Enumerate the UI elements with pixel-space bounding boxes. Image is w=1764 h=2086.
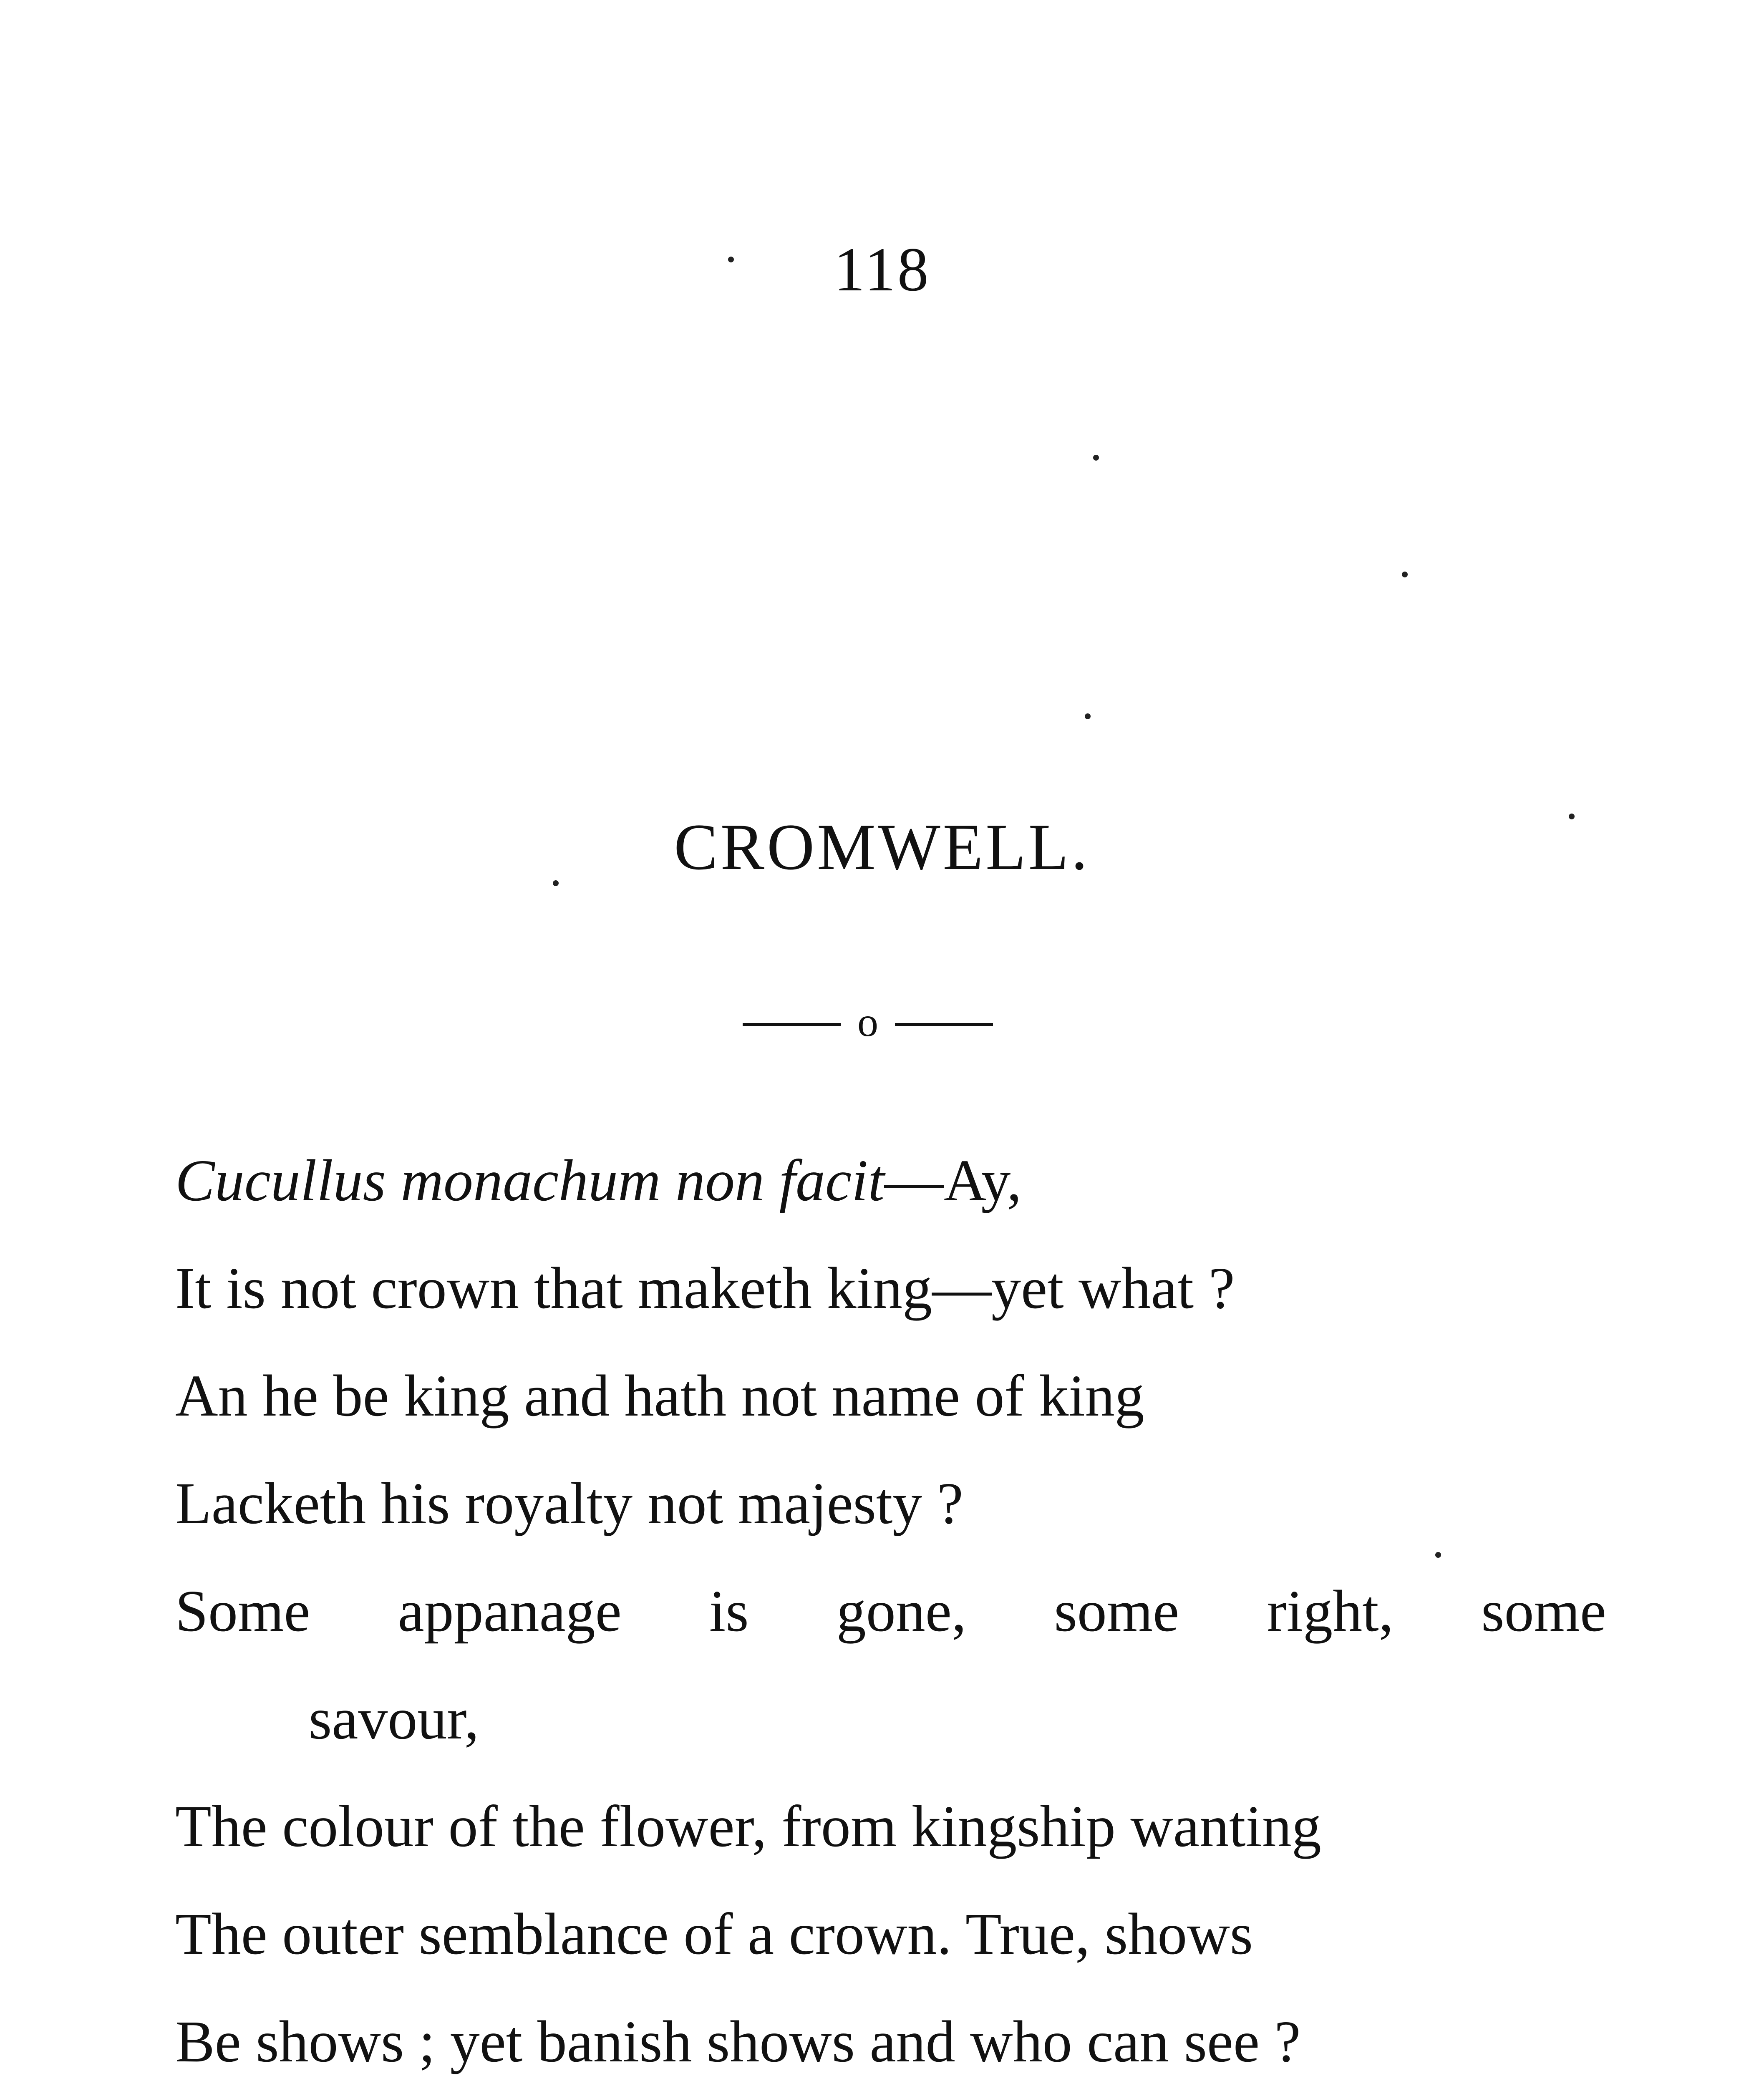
title-ornament <box>743 999 993 1045</box>
poem-line: Some appanage is gone, some right, some <box>175 1578 1606 1644</box>
speck-mark <box>728 257 734 262</box>
ornament-circle: o <box>857 999 878 1045</box>
stanza-1 <box>175 1126 1606 2086</box>
ornament-rule-left <box>743 1023 841 1026</box>
poem-line-continuation: savour, <box>309 1685 479 1751</box>
speck-mark <box>1085 713 1091 719</box>
ornament-rule-right <box>895 1023 993 1026</box>
poem-line-text: —Ay, <box>884 1147 1022 1213</box>
speck-mark <box>1435 1552 1441 1558</box>
speck-mark <box>1093 455 1099 461</box>
poem-title: CROMWELL. <box>674 811 1090 884</box>
poem-line: Be shows ; yet banish shows and who can see ? <box>175 2008 1301 2074</box>
speck-mark <box>1569 814 1575 819</box>
poem-body <box>175 1126 1606 2086</box>
page-number: 118 <box>834 235 930 304</box>
poem-line <box>175 1126 1606 1234</box>
poem-line: The outer semblance of a crown. True, shows <box>175 1901 1253 1967</box>
speck-mark <box>1402 572 1408 577</box>
poem-line: The colour of the flower, from kingship wanting <box>175 1793 1321 1859</box>
poem-line: Lacketh his royalty not majesty ? <box>175 1470 963 1536</box>
latin-phrase: Cucullus monachum non facit <box>175 1147 885 1213</box>
poem-line: It is not crown that maketh king—yet what ? <box>175 1255 1235 1321</box>
poem-line: An he be king and hath not name of king <box>175 1363 1144 1428</box>
speck-mark <box>553 880 559 886</box>
